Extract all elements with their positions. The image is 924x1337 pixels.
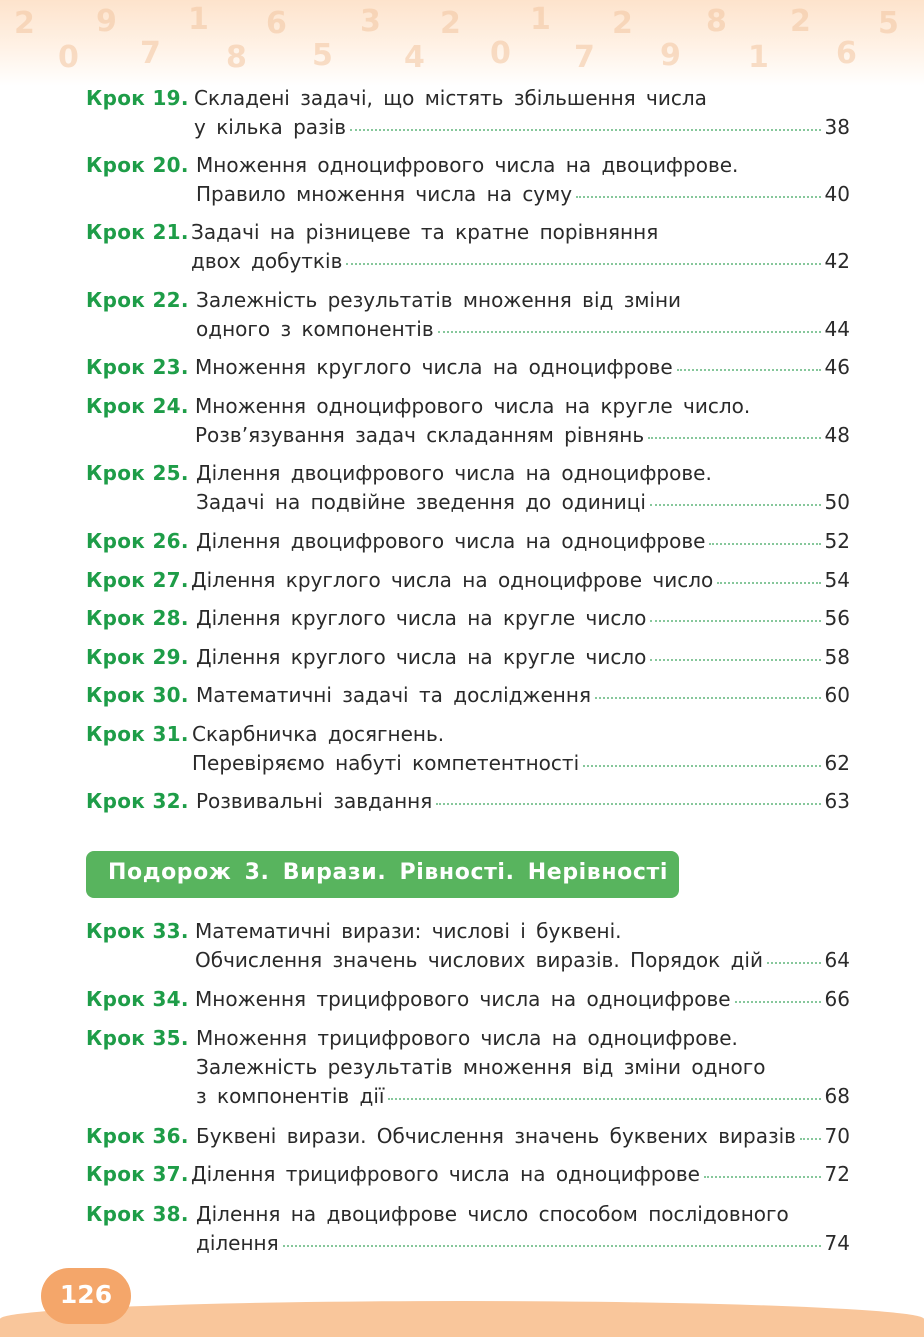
page-number: 40 (824, 182, 850, 206)
step-label: Крок 32. (86, 789, 189, 813)
dot-leader (709, 543, 820, 545)
entry-title-last-line (195, 985, 850, 1014)
toc-entry-37[interactable] (0, 1160, 924, 1189)
step-label: Крок 38. (86, 1202, 189, 1226)
entry-title-last-line (196, 787, 850, 816)
entry-title-line: Ділення на двоцифрове число способом послідовного (196, 1202, 789, 1226)
toc-entry-36[interactable] (0, 1122, 924, 1151)
toc-entry-22[interactable] (0, 286, 924, 344)
toc-entry-21[interactable] (0, 218, 924, 276)
dot-leader (767, 962, 821, 964)
entry-title-last-line (196, 604, 850, 633)
entry-title-line: Ділення двоцифрового числа на одноцифрове. (196, 461, 712, 485)
dot-leader (650, 504, 821, 506)
page-number-badge (41, 1268, 131, 1324)
toc-entry-26[interactable] (0, 527, 924, 556)
step-label: Крок 19. (86, 86, 189, 110)
entry-title-last-line (196, 180, 850, 209)
step-label: Крок 21. (86, 220, 189, 244)
entry-title-last-line (195, 946, 850, 975)
step-label: Крок 25. (86, 461, 189, 485)
toc-entry-33[interactable] (0, 917, 924, 975)
entry-title-last-line (191, 1160, 850, 1189)
entry-title-line: Ділення круглого числа на кругле число (196, 606, 647, 630)
entry-title-last-line (194, 113, 850, 142)
entry-title-line: Правило множення числа на суму (196, 182, 573, 206)
dot-leader (576, 196, 820, 198)
entry-title-line: Скарбничка досягнень. (192, 722, 445, 746)
dot-leader (583, 765, 820, 767)
dot-leader (436, 803, 820, 805)
entry-title-line: з компонентів дії (196, 1084, 385, 1108)
dot-leader (438, 331, 821, 333)
entry-title-line: Множення круглого числа на одноцифрове (195, 355, 673, 379)
dot-leader (650, 659, 820, 661)
entry-title-last-line (196, 1122, 850, 1151)
step-label: Крок 22. (86, 288, 189, 312)
entry-title-line: Множення трицифрового числа на одноцифрове (195, 987, 731, 1011)
entry-title-line: двох добутків (191, 249, 343, 273)
dot-leader (283, 1245, 821, 1247)
step-label: Крок 24. (86, 394, 189, 418)
entry-title-line: у кілька разів (194, 115, 347, 139)
dot-leader (346, 263, 820, 265)
entry-title-line: ділення (196, 1231, 279, 1255)
entry-title-line: Ділення круглого числа на кругле число (196, 645, 647, 669)
page-number: 66 (824, 987, 850, 1011)
step-label: Крок 20. (86, 153, 189, 177)
entry-title-last-line (196, 527, 850, 556)
step-label: Крок 29. (86, 645, 189, 669)
entry-title-line: Множення одноцифрового числа на двоцифрове. (196, 153, 739, 177)
toc-entry-35[interactable] (0, 1024, 924, 1111)
page-number: 48 (824, 423, 850, 447)
step-label: Крок 34. (86, 987, 189, 1011)
toc-entry-25[interactable] (0, 459, 924, 517)
dot-leader (717, 582, 820, 584)
page-number: 62 (824, 751, 850, 775)
entry-title-last-line (196, 488, 850, 517)
entry-title-last-line (192, 749, 850, 778)
step-label: Крок 23. (86, 355, 189, 379)
page-number: 50 (824, 490, 850, 514)
toc-entry-20[interactable] (0, 151, 924, 209)
entry-title-line: Задачі на подвійне зведення до одиниці (196, 490, 646, 514)
page-number: 42 (824, 249, 850, 273)
entry-title-line: Ділення трицифрового числа на одноцифрове (191, 1162, 700, 1186)
step-label: Крок 26. (86, 529, 189, 553)
entry-title-last-line (191, 566, 850, 595)
dot-leader (735, 1001, 821, 1003)
entry-title-last-line (191, 247, 850, 276)
dot-leader (388, 1098, 820, 1100)
toc-entry-34[interactable] (0, 985, 924, 1014)
page-number: 60 (824, 683, 850, 707)
page-number: 54 (824, 568, 850, 592)
entry-title-last-line (196, 1082, 850, 1111)
dot-leader (648, 437, 820, 439)
section-heading: Подорож 3. Вирази. Рівності. Нерівності (108, 860, 668, 885)
toc-entry-38[interactable] (0, 1200, 924, 1258)
entry-title-last-line (196, 643, 850, 672)
dot-leader (350, 129, 821, 131)
toc-entry-24[interactable] (0, 392, 924, 450)
page-number: 38 (824, 115, 850, 139)
step-label: Крок 31. (86, 722, 189, 746)
step-label: Крок 36. (86, 1124, 189, 1148)
page-number: 64 (824, 948, 850, 972)
entry-title-last-line (195, 421, 850, 450)
step-label: Крок 30. (86, 683, 189, 707)
page-number: 44 (824, 317, 850, 341)
step-label: Крок 33. (86, 919, 189, 943)
entry-title-line: Множення трицифрового числа на одноцифрове. (196, 1026, 738, 1050)
entry-title-line: Математичні задачі та дослідження (196, 683, 591, 707)
entry-title-line: Ділення двоцифрового числа на одноцифрове (196, 529, 706, 553)
toc-entry-32[interactable] (0, 787, 924, 816)
entry-title-last-line (196, 315, 850, 344)
entry-title-line: Розв’язування задач складанням рівнянь (195, 423, 645, 447)
entry-title-line: Перевіряємо набуті компетентності (192, 751, 580, 775)
toc-entry-31[interactable] (0, 720, 924, 778)
dot-leader (650, 620, 820, 622)
step-label: Крок 37. (86, 1162, 189, 1186)
page-number: 58 (824, 645, 850, 669)
toc-entry-30[interactable] (0, 681, 924, 710)
entry-title-line: Розвивальні завдання (196, 789, 433, 813)
page-number: 70 (824, 1124, 850, 1148)
page-number: 56 (824, 606, 850, 630)
toc-entry-27[interactable] (0, 566, 924, 595)
toc-entry-29[interactable] (0, 643, 924, 672)
toc-entry-28[interactable] (0, 604, 924, 633)
section-heading-banner (86, 851, 679, 898)
page-number: 63 (824, 789, 850, 813)
dot-leader (595, 697, 821, 699)
entry-title-line: Множення одноцифрового числа на кругле число. (195, 394, 751, 418)
decorative-number-band: 2 0 9 7 1 8 6 5 3 4 2 0 1 7 2 9 8 1 2 6 5 (0, 0, 924, 86)
toc-entry-19[interactable] (0, 84, 924, 142)
footer-band (0, 1301, 924, 1337)
page-number: 52 (824, 529, 850, 553)
dot-leader (704, 1176, 821, 1178)
page-number: 74 (824, 1231, 850, 1255)
entry-title-line: Ділення круглого числа на одноцифрове число (191, 568, 714, 592)
step-label: Крок 28. (86, 606, 189, 630)
entry-title-line: Задачі на різницеве та кратне порівняння (191, 220, 659, 244)
page-number-label: 126 (59, 1280, 113, 1309)
dot-leader (800, 1138, 821, 1140)
entry-title-last-line (196, 1229, 850, 1258)
entry-title-line: одного з компонентів (196, 317, 434, 341)
entry-title-last-line (195, 353, 850, 382)
step-label: Крок 35. (86, 1026, 189, 1050)
dot-leader (677, 369, 821, 371)
entry-title-line: Математичні вирази: числові і буквені. (195, 919, 622, 943)
entry-title-last-line (196, 681, 850, 710)
toc-entry-23[interactable] (0, 353, 924, 382)
entry-title-line: Обчислення значень числових виразів. Порядок дій (195, 948, 763, 972)
entry-title-line: Складені задачі, що містять збільшення числа (194, 86, 707, 110)
entry-title-line: Залежність результатів множення від зміни одного (196, 1055, 766, 1079)
page-number: 46 (824, 355, 850, 379)
page-number: 68 (824, 1084, 850, 1108)
entry-title-line: Буквені вирази. Обчислення значень буквених виразів (196, 1124, 796, 1148)
step-label: Крок 27. (86, 568, 189, 592)
entry-title-line: Залежність результатів множення від зміни (196, 288, 682, 312)
page-number: 72 (824, 1162, 850, 1186)
